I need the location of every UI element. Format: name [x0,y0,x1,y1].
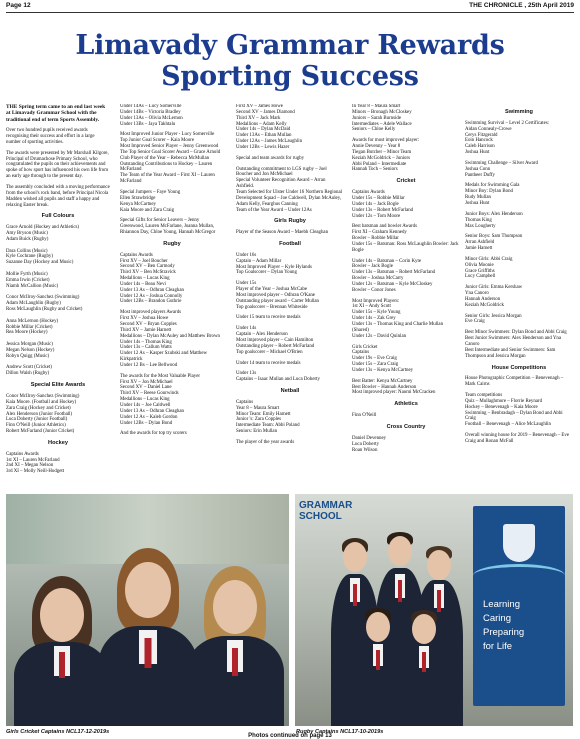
paper-dateline: THE CHRONICLE , 25th April 2019 [469,2,574,9]
photo-girls-cricket-captains [6,494,289,726]
award-list: In Year 8 – Maura Smart Minors – Bronagh McCloskey Juniors – Sarah Burnside Intermediates – Adele Wallace Seniors – Chloe Kelly [352,104,412,133]
award-list: Under 16s Captain – Adam Millar Most Improved Player – Kyle Hylands Top Goalscorer – Dylan Young [236,252,312,276]
award-list: Finn O'Neill [352,413,377,419]
section-heading-hockey: Hockey [48,439,68,446]
article-column-5 [465,104,573,474]
award-list: Conor McIlroy-Sanchez (Swimming) Kaia Moore. (Football and Hockey) Zara Craig (Hockey and Cricket) Alex Henderson (Junior Football) Luca Doherty (Junior Football) Finn O'Neill (Junior Athletics) Robert McFarland (Junior Cricket) [6,393,80,435]
photo-person [353,606,403,726]
photo-person [186,566,284,726]
article-column-3 [236,104,344,546]
award-list: And the awards for top try scorers [120,431,187,437]
photo-rugby-captains [295,494,573,726]
photo-caption-left: Girls Cricket Captains NCL17-12-2019s [6,729,110,735]
page-number: Page 12 [6,2,31,9]
award-list: Captains Awards 1st XI – Lauren McFarland 2nd XI – Megan Nelson 3rd XI – Molly Neill-Hodgett [6,451,65,474]
section-heading-football: Football [279,241,301,248]
section-heading-swimming: Swimming [505,109,533,115]
award-list: Best Batter: Kenya McCartney Best Bowler – Hannah Anderson Most improved player: Naomi McCracken [352,378,436,396]
award-list: Most Improved Players: 1st XI – Andy Scott Under 15s – Kyle Young Under 14s – Zak Grey Under 13s – Thomas King and Charlie Mullan (Shared) Under 12s – David Quinlan [352,298,444,339]
award-list: The awards for the Most Valuable Player First XV – Jon McMichael Second XV – Daniel Lane Third XV – Reese Gourwinds Medallions – Lucas King Under 14s – Joe Caldwell Under 13 As – Odhran Cleaghan Under 12 As – Kaleb Gordon Under 12Bs – Dylan Bond [120,373,201,426]
page-footer: Photos continued on page 13 [248,733,332,739]
section-heading-elite: Special Elite Awards [30,382,86,389]
banner-line: Preparing [483,627,525,638]
photo-caption-right: Rugby Captains NCL17-10-2019s [296,729,384,735]
banner-text [483,598,524,654]
award-list: Captains Awards Under 15s – Robbie Millar Under 14s – Jack Bogle Under 13s – Robert McFarland Under 12s – Tom Moore [352,190,414,219]
award-list: The player of the year awards [236,439,295,445]
award-list: Medals for Swimming Gala Minor Boy: Dylan Bond Rudy Mullan Joshua Hunt [465,183,520,206]
award-list: Junior Boys: Alex Henderson Thomas King Max Lougherty [465,211,523,229]
banner-line: Caring [483,613,511,624]
award-list: Player of the Season Award – Maebh Cleaghan [236,230,329,236]
award-list: First XV – James Howe Second XV – James Diamond Third XV – Jack Mark Medallions – Adam Kelly Under 14s – Dylan McDaid Under 13As – Ethan Mullan Under 12As – James McLaughlin Under 12Bs – Lewis Hazer [236,104,303,150]
section-heading-house: House Competitions [491,364,547,371]
award-list: Most Improved Junior Player - Lucy Somerville Top Junior Goal Scorer – Kaia Moore Most Improved Senior Player – Jenny Greenwood The Top Senior Goal Scorer Award – Grace Arnold Club Player of the Year – Rebecca McMullan Outstanding Contributions to Hockey – Lauren McFarland The Team of the Year Award – First XI – Lauren McFarland [120,132,221,185]
article-column-2 [120,104,224,514]
section-heading-netball: Netball [280,388,300,395]
school-sign: GRAMMAR SCHOOL [299,500,353,522]
school-crest-icon [503,524,535,562]
award-list: House Photographic Competition – Benevenagh – Mark Cairns [465,376,564,388]
headline-line-1: Limavady Grammar Rewards [75,30,505,61]
award-list: Best batsman and bowler Awards First XI – Graham Kennedy Bowler – Robbie Millar Under 15s – Batsman: Ross McLaughlin Bowler: Jack Bogle [352,224,459,253]
award-list: Outstanding commitment to LGS rugby – Joel Boucher and Jon McMichael Special Volunteer Recognition Award – Arran Ashfield. Team Selected for Ulster Under 16 Northern Regional Development Squad – Joe Caldwell, Dylan McAuley, Adam Kelly, Fearghus Canning Team of the Year Award – Under 12As [236,166,342,213]
body-paragraph: The assembly concluded with a moving performance from the school's rock band, before Principal Nicola Madden wished all pupils and staff a happy and relaxing Easter break. [6,184,110,208]
award-list: Captains Awards First XV – Joel Boucher Second XV – Ben Carmody Third XV – Ben McStravick Medallions – Lucas King Under 14s – Beau Nevi Under 13 As – Odhran Cleaghan Under 12 As – Joshua Connolly Under 12Bs – Brandon Guthrie [120,252,184,305]
photo-person [98,548,198,726]
award-list: Swimming Survival – Level 2 Certificates: Aidan Connealy-Crowe Cerys Fitzgerald Eoin Hancock Caleb Harrison Joshua Hunt [465,120,550,156]
award-list: Under 14s Captain – Alex Henderson Most improved player – Cain Hamilton Outstanding player – Robert McFarland Top goalscorer – Michael O'Brien [236,326,315,355]
section-heading-full-colours: Full Colours [41,213,75,220]
section-heading-rugby: Rugby [163,240,181,247]
award-list: Awards for most improved player: Annie Devenny – Year 8 Tiegan Butcher – Minor Team Keziah McGoldrick – Juniors Abbi Poland – Intermediate Hannah Toch – Seniors [352,138,420,173]
section-heading-cricket: Cricket [396,178,416,185]
section-heading-cross-country: Cross Country [386,423,426,430]
lead-paragraph: THE Spring term came to an end last week at Limavady Grammar School with the traditional end of term Sports Assembly. [6,104,106,123]
award-list: Under 15 team to receive medals [236,315,301,321]
award-list: Daniel Devenney Luca Doherty Roan Wilson [352,435,387,453]
award-list: Most improved players Awards First XV – Joshua Howe Second XV – Bryan Copples Third XV – Jamie Harnett Medallions – Dylan McAuley and Matthew Brown Under 14s – Thomas King Under 13s – Callum Watts Under 12 As – Kasper Szubski and Matthew Kirkpatrick Under 12 Bs – Lee Bellwood [120,310,220,368]
article-column-1 [6,104,110,474]
article-column-4 [352,104,460,546]
award-list: Senior Boys: Sam Thompson Arran Ashfield Jamie Harnett [465,234,523,252]
headline-line-2: Sporting Success [161,61,419,92]
body-paragraph: The awards were presented by Mr Marshall Kilgore, Principal of Drumachose Primary School, who congratulated the pupils on their achievements and spoke of how sport has influenced his own life from an early age through to the present day. [6,150,109,180]
page-header [6,2,574,13]
award-list: Special Jumpers – Faye Young Ellen Strawbridge Kenya McCartney Kaia Moore and Zara Craig [120,189,181,213]
award-list: Under 14s – Batsman – Corin Kyte Bowler – Jack Bogle Under 13s – Batsman – Robert McFarland Bowler – Joshua McCarry Under 12s – Batsman – Kyle McCloskey Bowler – Conor Jones [352,258,436,293]
award-list: Team competitions Quiz – Mullaghmore – Florrie Reynard Hockey – Benevenagh – Kaia Moore Swimming – Benbradagh – Dylan Bond and Abbi Craig Football – Benevenagh – Alice McLaughlin [465,393,563,428]
section-heading-girls-rugby: Girls Rugby [274,218,306,225]
award-list: Overall winning house for 2019 – Benevenagh – Eve Craig and Ronan McFall [465,433,570,444]
headline [6,30,574,92]
award-list: Under 15s Player of the Year – Joshua McCabe Most improved player – Odhran O'Kane Outstanding player award – Carter Mullan Top goalscorer – Brennan Whiteside [236,281,319,310]
award-list: Special Gifts for Senior Leavers – Jenny Greenwood, Lauren McFarlane, Joanna Mullan, Rhiannon Day, Chloe Young, Hannah McGregor [120,218,216,236]
award-list: Under 13s Captains – Isaac Mullan and Luca Doherty [236,371,320,383]
photo-person [14,576,110,726]
body-paragraph: Over two hundred pupils received awards recognising their success and effort in a large number of sporting activities. [6,128,95,145]
award-list: Grace Arnold (Hockey and Athletics) Amy Bryson (Music) Adam Buick (Rugby) Dara Collins (Music) Kyle Cochrane (Rugby) Suzanne Day (Hockey and Music) Mollie Fyrth (Music) Emma Irwin (Cricket) Niamh McCallion (Music) Conor McIlroy-Sanchez (Swimming) Adam McLaughlin (Rugby) Ross McLaughlin (Rugby and Cricket) Anna McLernon (Hockey) Robbie Millar (Cricket) Rea Moore (Hockey) Jessica Morgan (Music) Megan Nelson (Hockey) Robyn Quigg (Music) Andrew Scott (Cricket) Dillon Walsh (Rugby) [6,225,83,377]
award-list: Best Minor Swimmers: Dylan Bond and Abbi Craig Best Junior Swimmers: Alex Henderson and Yna Canoro Best Intermediate and Senior Swimmers: Sam Thompson and Jessica Morgan [465,330,567,359]
award-list: Captains Year 8 – Maura Smart Minor Team: Emily Harnett Junior 's: Zara Copples Intermediate Team: Abbi Poland Seniors: Erin Mullan [236,399,300,435]
award-list: Under 14As – Lucy Somerville Under 14Bs – Victoria Bradley Under 13As – Olivia McLernon Under 13Bs – Jaya Takhtalu [120,104,183,127]
award-list: Girls Cricket Captains Under 19s – Eve Craig Under 15s – Zara Craig Under 13s – Kenya McCartney [352,344,414,373]
banner-line: for Life [483,641,513,652]
award-list: Minor Girls: Abbi Craig Olivia Moonie Grace Griffiths Lucy Campbell [465,256,513,280]
section-heading-athletics: Athletics [394,401,418,408]
award-list: Senior Girls: Jessica Morgan Eve Craig [465,313,522,325]
school-banner [473,506,565,706]
banner-line: Learning [483,599,520,610]
photo-person [399,608,449,726]
award-list: Special and team awards for rugby [236,155,305,161]
award-list: Swimming Challenge – Silver Award Joshua Conn Pantheer Duffy [465,160,538,178]
banner-curve [473,564,565,587]
award-list: Junior Girls: Emma Kershaw Yna Canoro Hannah Anderson Keziah McGoldrick [465,285,523,308]
award-list: Under 14 team to receive medals [236,360,301,366]
